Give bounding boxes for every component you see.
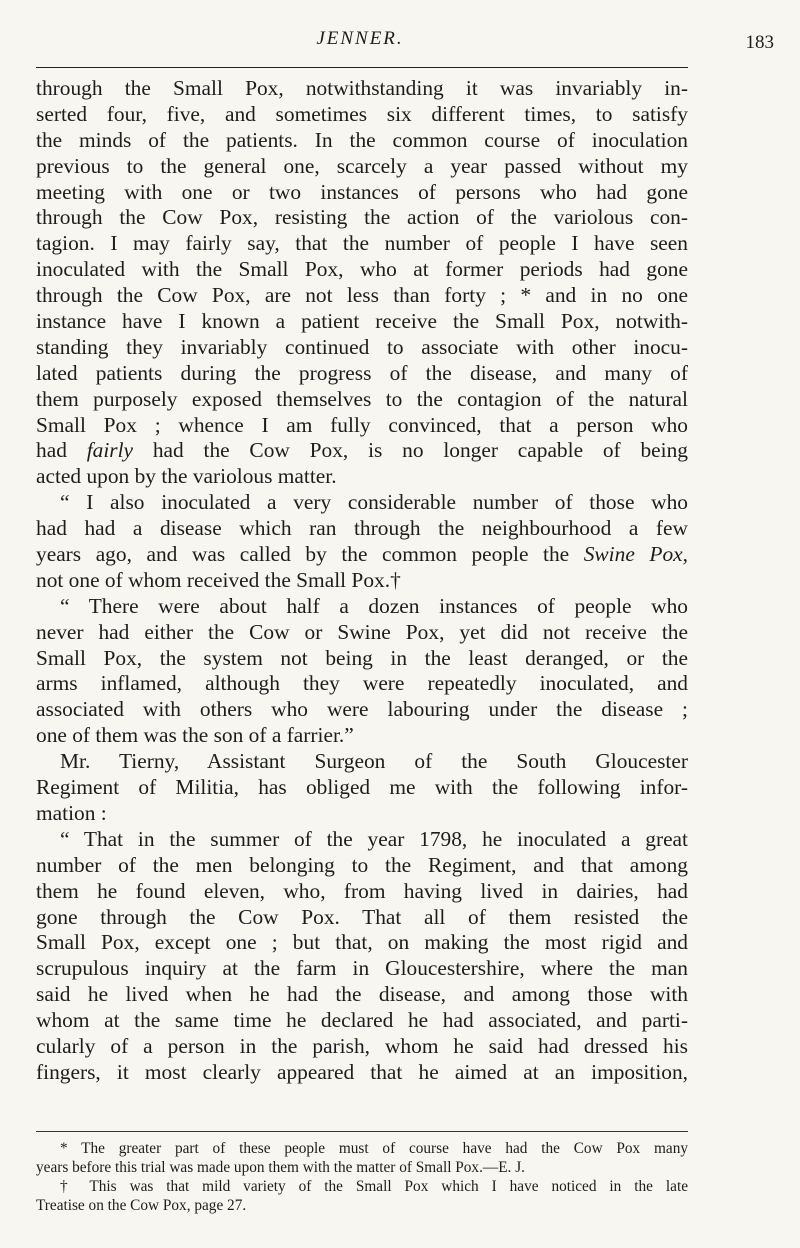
text-line: through the Cow Pox, resisting the action of the variolous con- (36, 205, 688, 230)
text-line (36, 438, 688, 464)
footnote-line: * The greater part of these people must of course have had the Cow Pox many (60, 1140, 688, 1157)
text-line: previous to the general one, scarcely a year passed without my (36, 153, 688, 178)
text-line: Mr. Tierny, Assistant Surgeon of the South Gloucester (60, 749, 688, 774)
line-text: years ago, and was called by the common people the (36, 542, 584, 567)
text-line: “ There were about half a dozen instances of people who (60, 593, 688, 618)
italic-text: Swine Pox (583, 542, 683, 567)
text-line: one of them was the son of a farrier.” (36, 723, 354, 748)
text-line: had had a disease which ran through the neighbourhood a few (36, 516, 688, 541)
text-line: said he lived when he had the disease, and among those with (36, 982, 688, 1007)
running-head (0, 26, 800, 56)
text-line: instance have I known a patient receive the Small Pox, notwith- (36, 309, 688, 334)
footnote-line: years before this trial was made upon them with the matter of Small Pox.—E. J. (36, 1159, 525, 1176)
line-text: had the Cow Pox, is no longer capable of being (133, 438, 688, 463)
text-line: through the Cow Pox, are not less than forty ; * and in no one (36, 283, 688, 308)
text-line: the minds of the patients. In the common course of inoculation (36, 127, 688, 152)
line-text: , (682, 542, 688, 567)
page-number: 183 (745, 32, 774, 53)
text-line: whom at the same time he declared he had associated, and parti- (36, 1008, 688, 1033)
text-line: inoculated with the Small Pox, who at former periods had gone (36, 257, 688, 282)
text-line: fingers, it most clearly appeared that he aimed at an imposition, (36, 1059, 688, 1084)
text-line: “ That in the summer of the year 1798, he inoculated a great (60, 826, 688, 851)
text-line: “ I also inoculated a very considerable number of those who (60, 490, 688, 515)
line-text: had (36, 438, 87, 463)
footnote-line: † This was that mild variety of the Small Pox which I have noticed in the late (60, 1178, 688, 1195)
text-line: acted upon by the variolous matter. (36, 464, 337, 489)
text-line: not one of whom received the Small Pox.† (36, 567, 401, 592)
text-line: cularly of a person in the parish, whom he said had dressed his (36, 1033, 688, 1058)
text-line: Regiment of Militia, has obliged me with the following infor- (36, 775, 688, 800)
text-line: never had either the Cow or Swine Pox, yet did not receive the (36, 619, 688, 644)
text-line: tagion. I may fairly say, that the number of people I have seen (36, 231, 688, 256)
text-line: meeting with one or two instances of persons who had gone (36, 179, 688, 204)
text-line: Small Pox ; whence I am fully convinced, that a person who (36, 412, 688, 437)
text-line: gone through the Cow Pox. That all of them resisted the (36, 904, 688, 929)
text-line: serted four, five, and sometimes six different times, to satisfy (36, 101, 688, 126)
text-line: number of the men belonging to the Regiment, and that among (36, 852, 688, 877)
footnote-line: Treatise on the Cow Pox, page 27. (36, 1197, 247, 1214)
body-text (36, 76, 688, 1086)
text-line: standing they invariably continued to associate with other inocu- (36, 334, 688, 359)
text-line: arms inflamed, although they were repeatedly inoculated, and (36, 671, 688, 696)
italic-text: fairly (86, 438, 134, 463)
text-line: Small Pox, the system not being in the least deranged, or the (36, 645, 688, 670)
text-line: lated patients during the progress of the disease, and many of (36, 360, 688, 385)
text-line (36, 542, 688, 568)
footnotes (36, 1139, 688, 1215)
footnote-rule (36, 1131, 688, 1132)
text-line: associated with others who were labouring under the disease ; (36, 697, 688, 722)
text-line: mation : (36, 800, 107, 825)
text-line: them he found eleven, who, from having lived in dairies, had (36, 878, 688, 903)
text-line: them purposely exposed themselves to the contagion of the natural (36, 386, 688, 411)
running-head-title: JENNER. (316, 28, 404, 49)
text-line: scrupulous inquiry at the farm in Gloucestershire, where the man (36, 956, 688, 981)
text-line: through the Small Pox, notwithstanding it was invariably in- (36, 76, 688, 100)
header-rule (36, 67, 688, 68)
text-line: Small Pox, except one ; but that, on making the most rigid and (36, 930, 688, 955)
